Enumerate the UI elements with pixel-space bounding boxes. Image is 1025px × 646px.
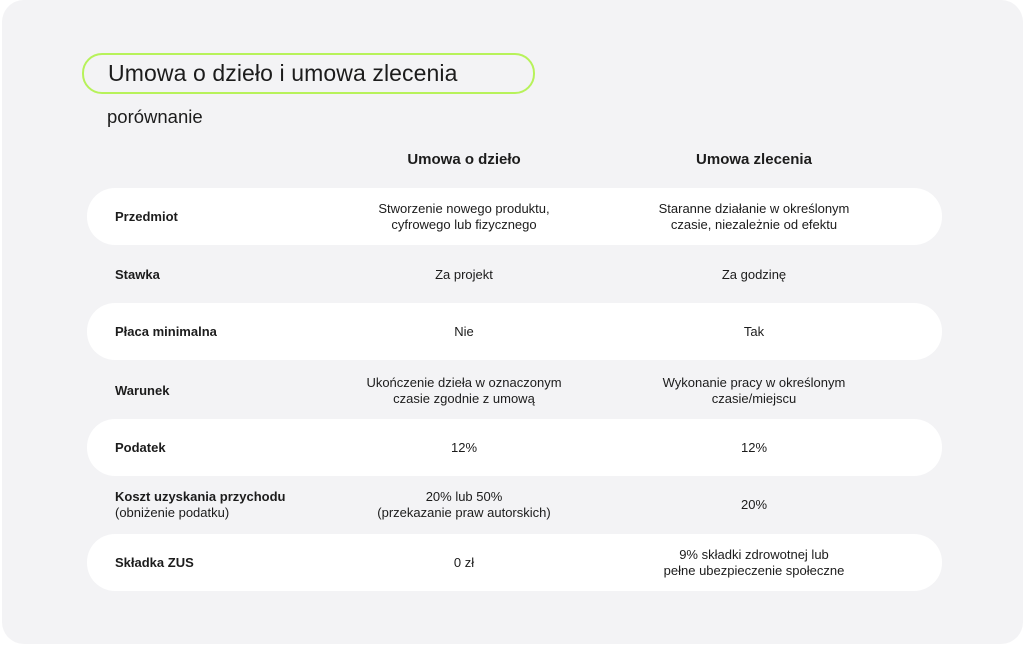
table-row-skladka-zus [87, 534, 942, 591]
cell-text: 0 zł [453, 554, 475, 570]
row-label-text: Podatek [115, 439, 166, 455]
cell-text-line2: pełne ubezpieczenie społeczne [663, 562, 845, 578]
row-label [115, 303, 217, 360]
page-title: Umowa o dzieło i umowa zlecenia [108, 60, 458, 86]
cell-text: 20% lub 50% [425, 488, 503, 504]
cell-text: 9% składki zdrowotnej lub [679, 546, 829, 562]
row-label-text: Stawka [115, 266, 160, 282]
cell-umowa-zlecenia [624, 303, 884, 360]
row-label-text: Koszt uzyskania przychodu [115, 488, 286, 504]
cell-text-line2: czasie zgodnie z umową [393, 390, 535, 406]
cell-text: Stworzenie nowego produktu, [378, 200, 550, 216]
row-label [115, 362, 169, 419]
row-label-text: Składka ZUS [115, 554, 194, 570]
row-label [115, 534, 194, 591]
cell-text: Tak [743, 323, 765, 339]
row-label-subtext: (obniżenie podatku) [115, 504, 230, 520]
cell-text: 12% [450, 439, 478, 455]
table-row-stawka [87, 246, 942, 303]
row-label [115, 188, 178, 245]
row-label [115, 476, 285, 533]
cell-umowa-zlecenia [624, 188, 884, 245]
cell-umowa-zlecenia [624, 534, 884, 591]
row-label-text: Warunek [115, 382, 170, 398]
row-label [115, 419, 166, 476]
column-header-umowa-zlecenia: Umowa zlecenia [696, 151, 812, 168]
cell-umowa-o-dzielo [334, 246, 594, 303]
cell-text: Ukończenie dzieła w oznaczonym [366, 374, 562, 390]
cell-text-line2: cyfrowego lub fizycznego [391, 216, 537, 232]
row-label-text: Przedmiot [115, 208, 178, 224]
cell-umowa-o-dzielo [334, 534, 594, 591]
cell-umowa-zlecenia [624, 419, 884, 476]
table-row-podatek [87, 419, 942, 476]
cell-umowa-o-dzielo [334, 476, 594, 533]
cell-umowa-zlecenia [624, 476, 884, 533]
cell-umowa-o-dzielo [334, 188, 594, 245]
row-label [115, 246, 160, 303]
cell-umowa-o-dzielo [334, 362, 594, 419]
row-label-text: Płaca minimalna [115, 323, 217, 339]
cell-text: 12% [740, 439, 768, 455]
table-row-placa-minimalna [87, 303, 942, 360]
table-row-koszt-uzyskania-przychodu [87, 476, 942, 533]
page-subtitle: porównanie [107, 106, 203, 127]
column-header-umowa-o-dzielo: Umowa o dzieło [407, 151, 521, 168]
cell-umowa-o-dzielo [334, 303, 594, 360]
cell-umowa-zlecenia [624, 362, 884, 419]
cell-umowa-o-dzielo [334, 419, 594, 476]
title-pill [82, 53, 535, 94]
table-row-przedmiot [87, 188, 942, 245]
cell-text: Nie [454, 323, 474, 339]
cell-text: Staranne działanie w określonym [658, 200, 850, 216]
cell-umowa-zlecenia [624, 246, 884, 303]
cell-text: 20% [740, 496, 768, 512]
cell-text-line2: (przekazanie praw autorskich) [377, 504, 551, 520]
cell-text: Za godzinę [721, 266, 787, 282]
cell-text: Za projekt [435, 266, 493, 282]
cell-text-line2: czasie, niezależnie od efektu [670, 216, 838, 232]
table-row-warunek [87, 362, 942, 419]
cell-text: Wykonanie pracy w określonym [662, 374, 846, 390]
cell-text-line2: czasie/miejscu [711, 390, 797, 406]
comparison-card [2, 0, 1023, 644]
